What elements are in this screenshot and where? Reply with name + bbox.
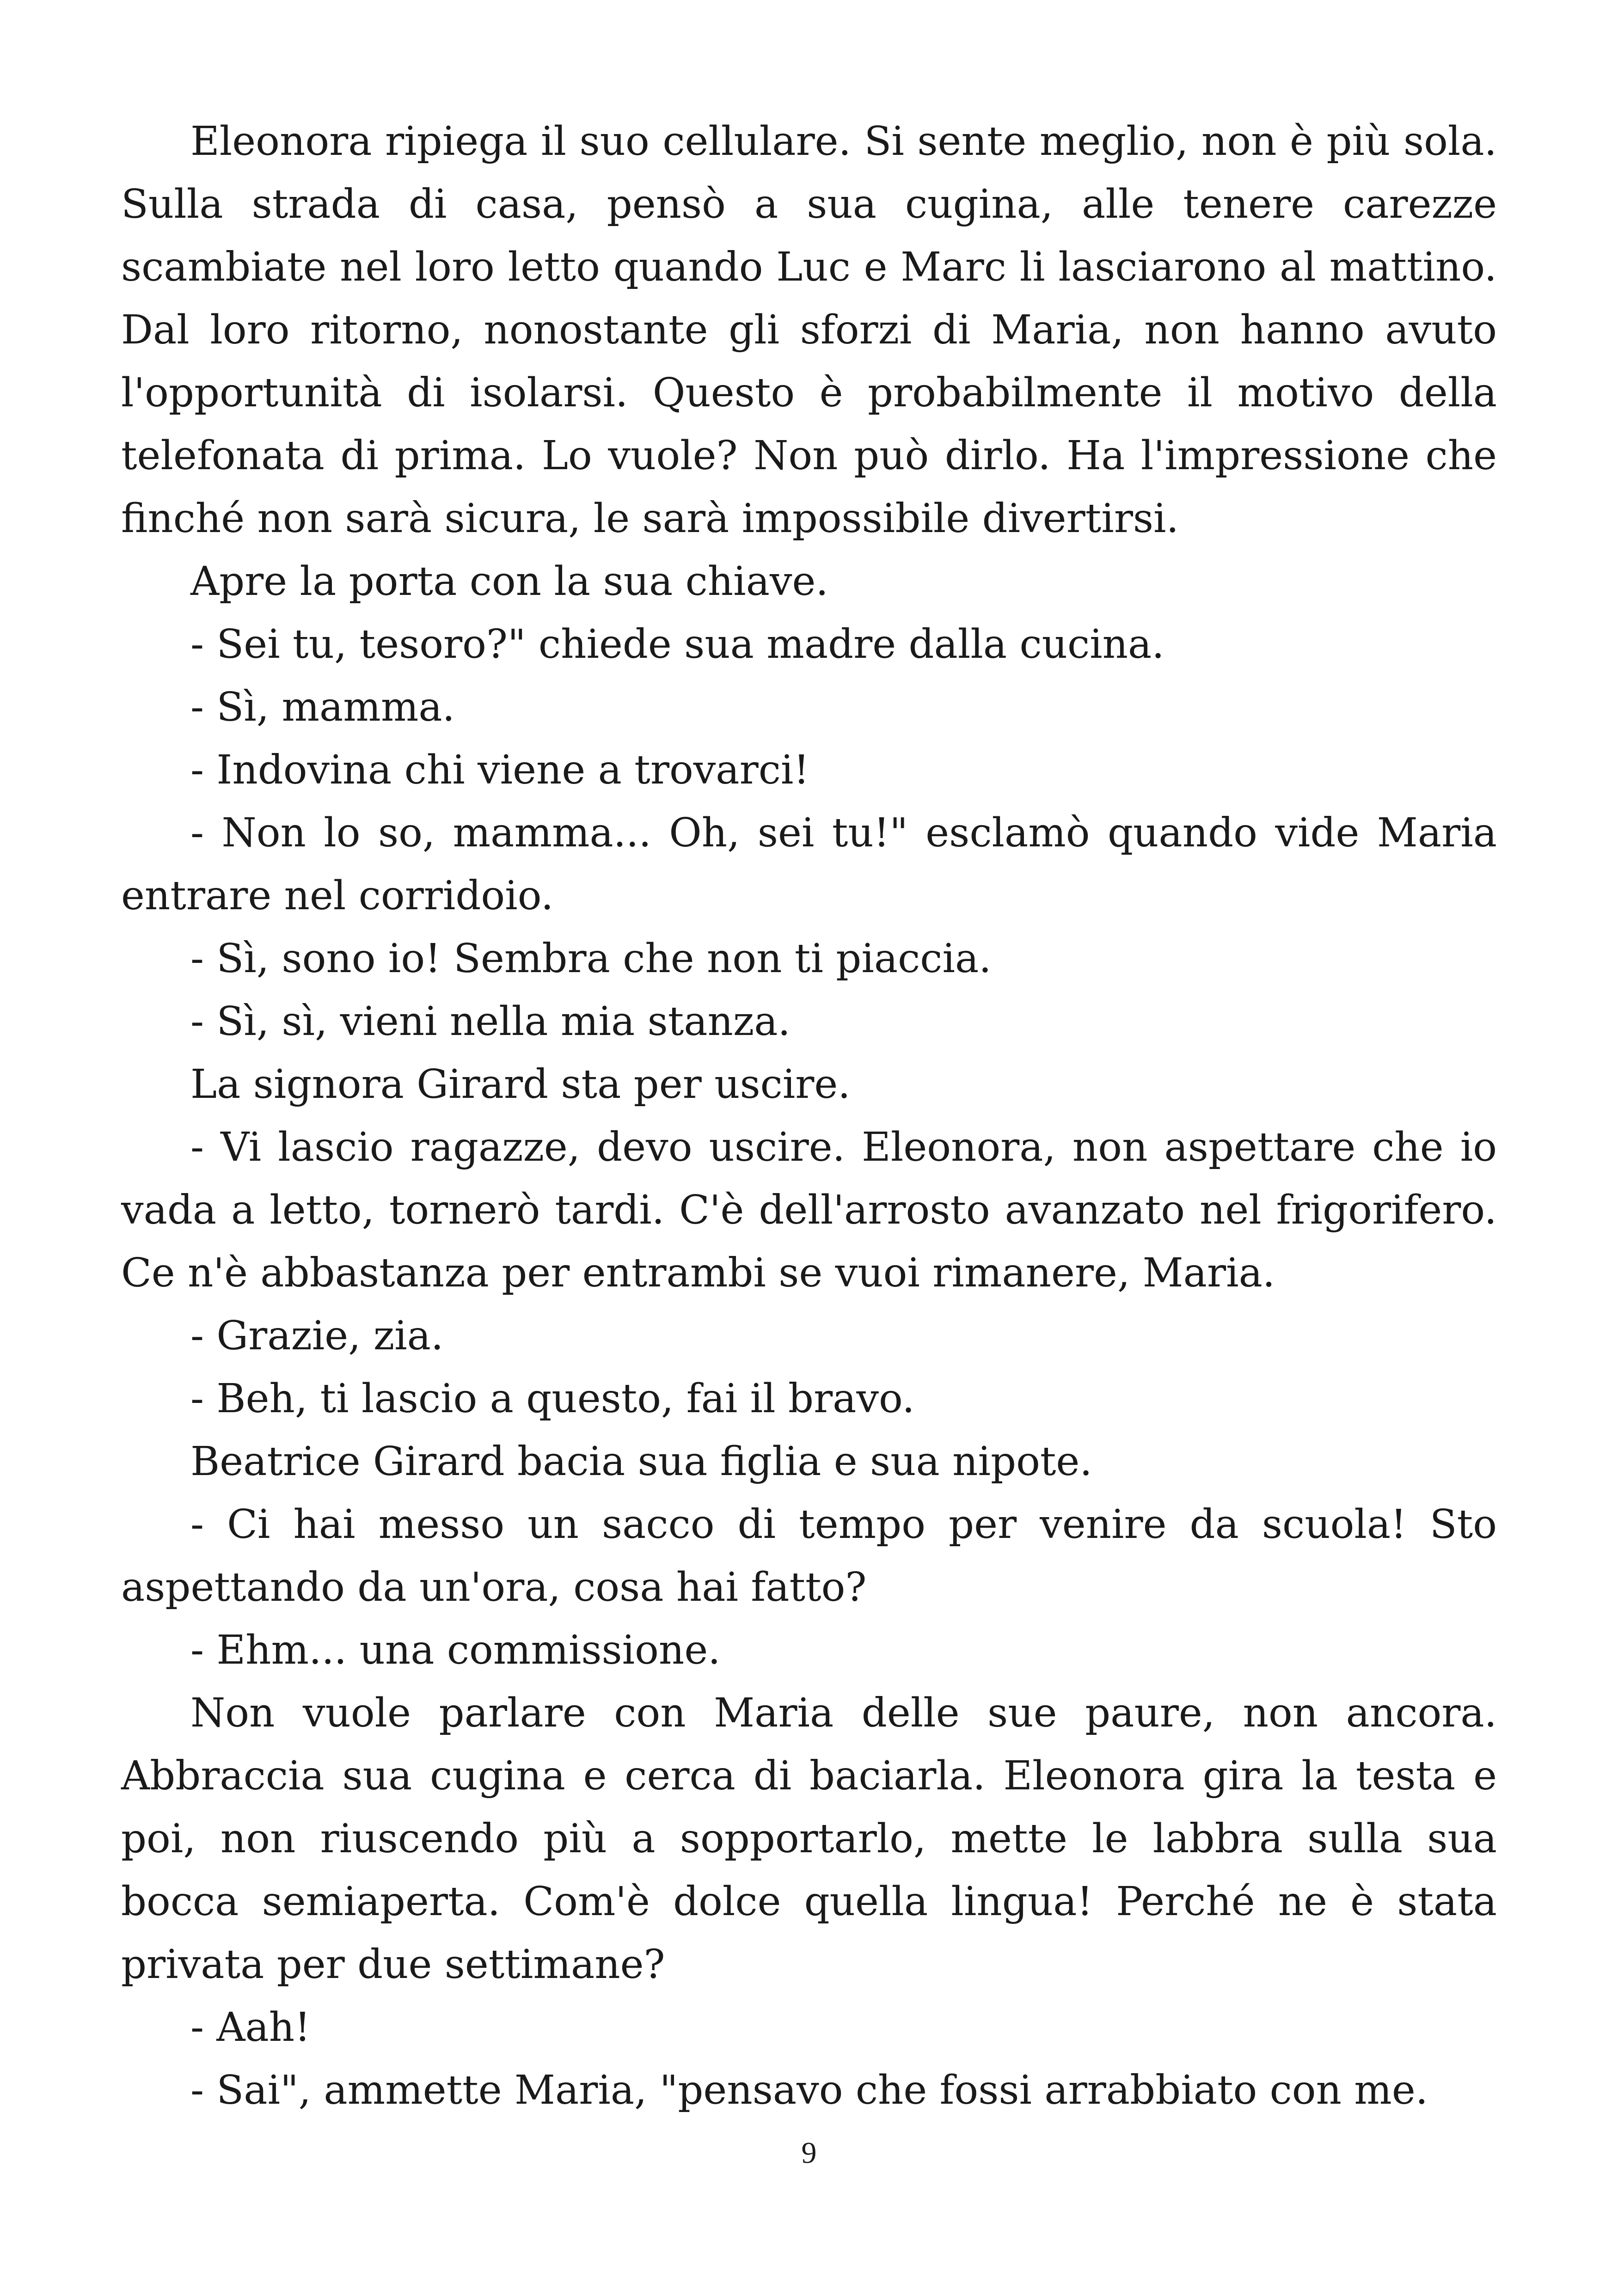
paragraph: Non vuole parlare con Maria delle sue paure, non ancora. Abbraccia sua cugina e cerca di baciarla. Eleonora gira la testa e poi, non riuscendo più a sopportarlo, mette le labbra sulla sua bocca semiaperta. Com'è dolce quella lingua! Perché ne è stata privata per due settimane? (121, 1690, 1497, 1988)
dialogue-line: - Beh, ti lascio a questo, fai il bravo. (190, 1376, 915, 1422)
dialogue-line: - Ehm... una commissione. (190, 1627, 721, 1673)
dialogue-line: - Vi lascio ragazze, devo uscire. Eleonora, non aspettare che io vada a letto, tornerò tardi. C'è dell'arrosto avanzato nel frigorifero. Ce n'è abbastanza per entrambi se vuoi rimanere, Maria. (121, 1124, 1497, 1296)
paragraph: Apre la porta con la sua chiave. (190, 558, 828, 605)
dialogue-line: - Sei tu, tesoro?" chiede sua madre dalla cucina. (190, 621, 1164, 667)
dialogue-line: - Non lo so, mamma... Oh, sei tu!" esclamò quando vide Maria entrare nel corridoio. (121, 810, 1497, 919)
dialogue-line: - Indovina chi viene a trovarci! (190, 747, 809, 793)
dialogue-line: - Aah! (190, 2004, 311, 2051)
page-number: 9 (801, 2136, 817, 2170)
paragraph: Eleonora ripiega il suo cellulare. Si sente meglio, non è più sola. Sulla strada di casa, pensò a sua cugina, alle tenere carezze scambiate nel loro letto quando Luc e Marc li lasciarono al mattino. Dal loro ritorno, nonostante gli sforzi di Maria, non hanno avuto l'opportunità di isolarsi. Questo è probabilmente il motivo della telefonata di prima. Lo vuole? Non può dirlo. Ha l'impressione che finché non sarà sicura, le sarà impossibile divertirsi. (121, 118, 1497, 542)
dialogue-line: - Grazie, zia. (190, 1313, 444, 1359)
dialogue-line: - Ci hai messo un sacco di tempo per venire da scuola! Sto aspettando da un'ora, cosa hai fatto? (121, 1501, 1497, 1610)
dialogue-line: - Sì, sono io! Sembra che non ti piaccia. (190, 936, 992, 982)
paragraph: La signora Girard sta per uscire. (190, 1061, 851, 1108)
paragraph: Beatrice Girard bacia sua figlia e sua nipote. (190, 1439, 1092, 1485)
body-text (121, 110, 1497, 2122)
dialogue-line: - Sì, sì, vieni nella mia stanza. (190, 998, 791, 1045)
dialogue-line: - Sì, mamma. (190, 684, 455, 730)
dialogue-line: - Sai", ammette Maria, "pensavo che fossi arrabbiato con me. (190, 2067, 1428, 2113)
